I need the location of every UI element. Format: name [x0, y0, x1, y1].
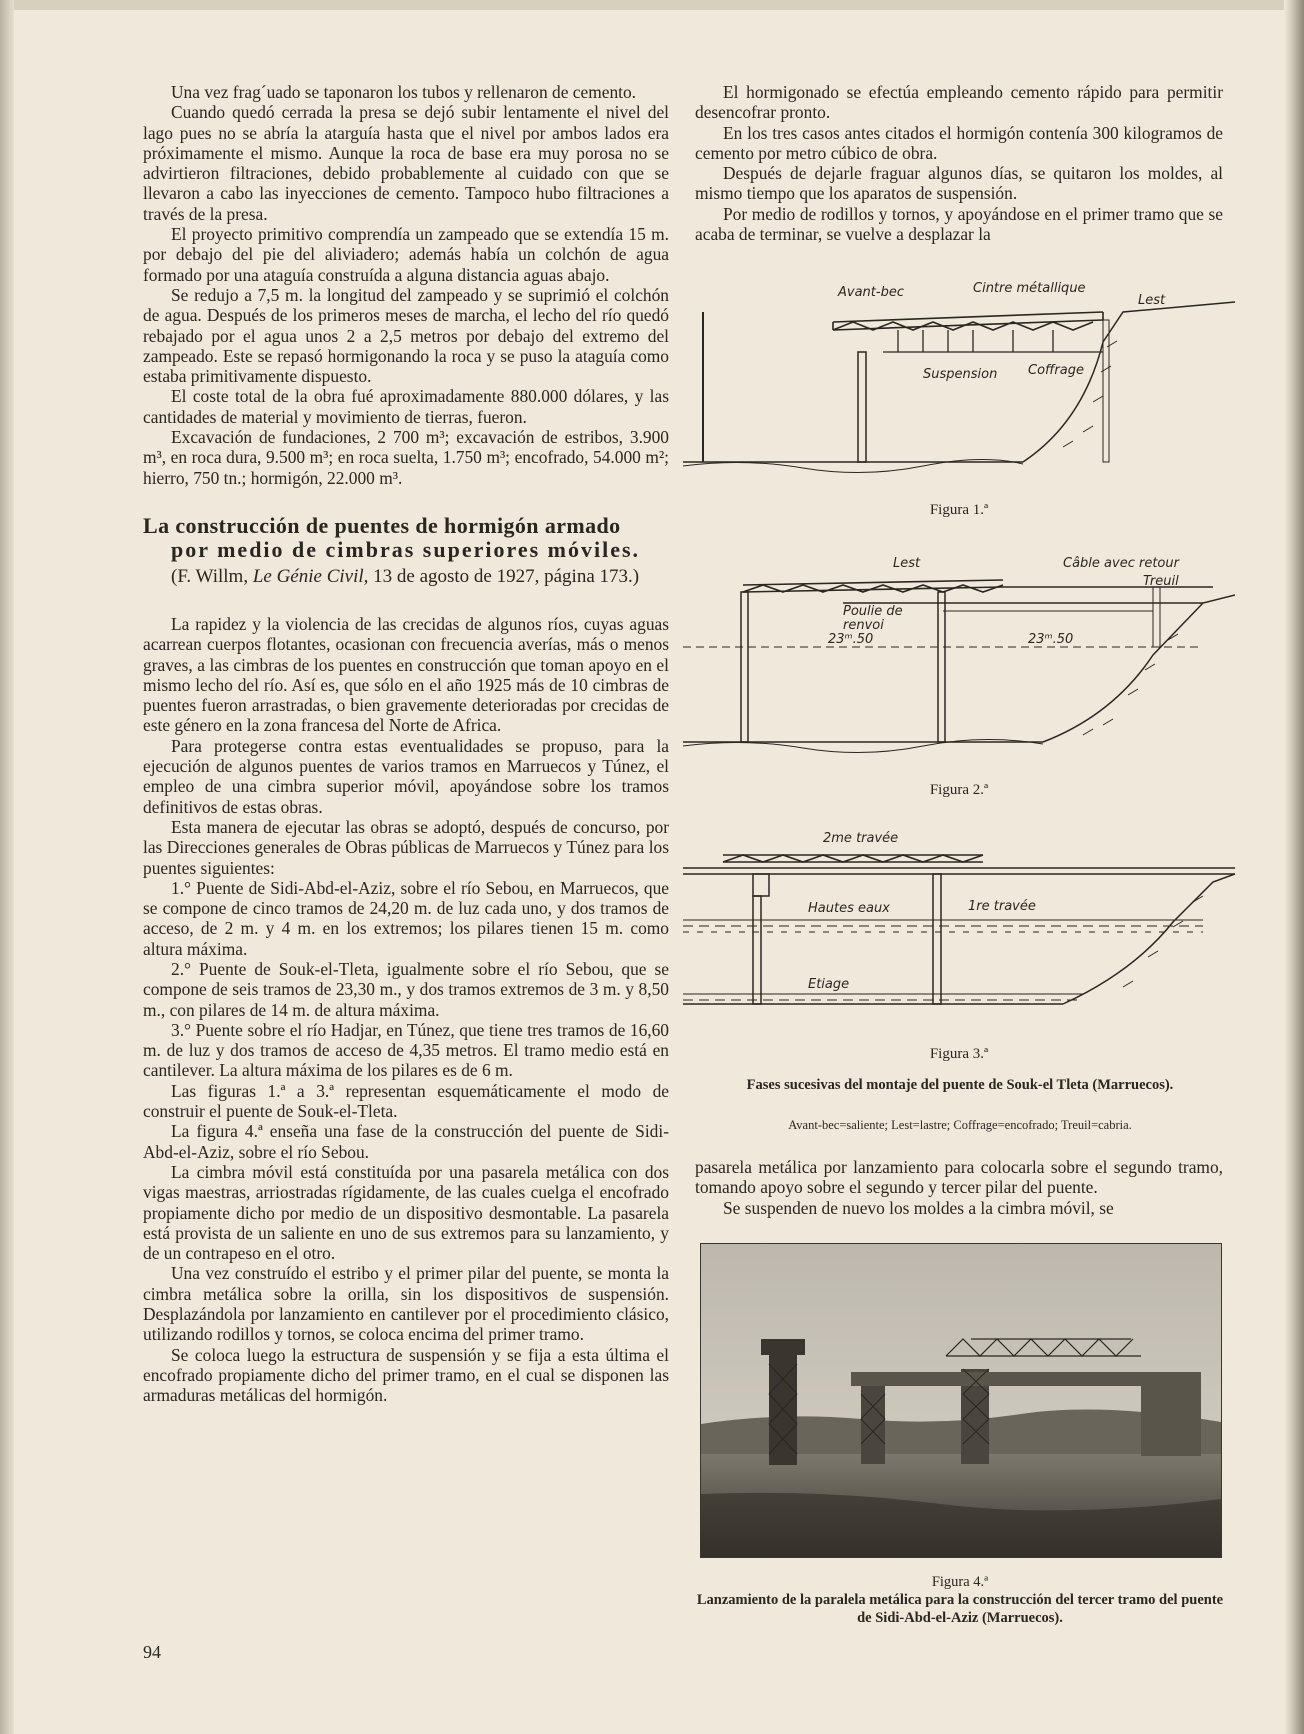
page-top-rule — [0, 0, 1304, 10]
right-column-top — [695, 82, 1223, 244]
paragraph: Las figuras 1.ª a 3.ª representan esquemáticamente el modo de construir el puente de Souk-el-Tleta. — [143, 1080, 669, 1122]
figure-4-number: Figura 4.ª — [931, 1574, 989, 1590]
citation-date: 13 de agosto de 1927, página 173.) — [373, 565, 640, 587]
figure-4-photo — [700, 1243, 1222, 1558]
paragraph: La figura 4.ª enseña una fase de la construcción del puente de Sidi-Abd-el-Aziz, sobre el río Sebou. — [143, 1121, 669, 1162]
figure-2-caption: Figura 2.ª — [929, 782, 989, 798]
label-renvoi: renvoi — [843, 618, 884, 633]
figure-3 — [683, 822, 1235, 1032]
label-first-span: 1re travée — [968, 899, 1036, 914]
paragraph: Esta manera de ejecutar las obras se adoptó, después de concurso, por las Direcciones generales de Obras públicas de Marruecos y Túnez para los puentes siguientes: — [143, 816, 669, 878]
paragraph: En los tres casos antes citados el hormigón contenía 300 kilogramos de cemento por metro cúbico de obra. — [695, 122, 1223, 163]
figure-3-drawing — [683, 822, 1235, 1032]
label-cable-avec-retour: Câble avec retour — [1063, 556, 1179, 571]
article-title-line: La construcción de puentes de hormigón armado — [143, 512, 621, 538]
paragraph: El proyecto primitivo comprendía un zampeado que se extendía 15 m. por debajo del pie del aliviadero; además había un colchón de agua formado por una ataguía construída a alguna distancia aguas abajo. — [143, 224, 669, 285]
label-suspension: Suspension — [923, 367, 998, 382]
figure-4-caption — [690, 1573, 1230, 1627]
label-lest: Lest — [1138, 293, 1166, 308]
article-title-line: por medio de cimbras superiores móviles. — [171, 536, 641, 562]
figure-2 — [683, 545, 1235, 765]
paragraph: La rapidez y la violencia de las crecidas de algunos ríos, cuyas aguas acarrean cuerpos flotantes, ocasionan con frecuencia averías, más o menos graves, a las cimbras de los puentes en construcción que toman apoyo en el mismo lecho del río. Así es, que sólo en el año 1925 más de 10 cimbras de puentes fueron arrastradas, o bien gravemente deterioradas por crecidas de este género en la zona francesa del Norte de Africa. — [143, 613, 669, 736]
label-etiage: Etiage — [808, 977, 850, 992]
paragraph: Cuando quedó cerrada la presa se dejó subir lentamente el nivel del lago pues no se abría la atarguía hasta que el nivel por ambos lados era próximamente el mismo. Aunque la roca de base era muy porosa no se advirtieron filtraciones, debido probablemente al cuidado con que se llevaron a cabo las inyecciones de cemento. Tampoco hubo filtraciones a través de la presa. — [143, 102, 669, 224]
label-coffrage: Coffrage — [1028, 363, 1084, 378]
article-citation — [171, 566, 669, 588]
label-avant-bec: Avant-bec — [838, 285, 904, 300]
figure-2-drawing — [683, 545, 1235, 765]
paragraph: Se redujo a 7,5 m. la longitud del zampeado y se suprimió el colchón de agua. Después de los primeros meses de marcha, el lecho del río quedó rebajado por el agua unos 2 a 2,5 metros por debajo del extremo del zampeado. Este se repasó hormigonando la roca y se puso la ataguía como estaba primitivamente dispuesto. — [143, 284, 669, 387]
paragraph: El hormigonado se efectúa empleando cemento rápido para permitir desencofrar pronto. — [695, 82, 1223, 123]
figure-1-caption: Figura 1.ª — [929, 502, 989, 518]
paragraph: El coste total de la obra fué aproximadamente 880.000 dólares, y las cantidades de material y movimiento de tierras, fueron. — [143, 386, 669, 427]
figures-legend-abbreviations: Avant-bec=saliente; Lest=lastre; Coffrage=encofrado; Treuil=cabria. — [788, 1118, 1132, 1132]
paragraph: Se coloca luego la estructura de suspensión y se fija a esta última el encofrado propiamente dicho del primer tramo, en el cual se disponen las armaduras metálicas del hormigón. — [143, 1344, 669, 1406]
figure-1-drawing — [683, 272, 1235, 482]
paragraph: Después de dejarle fraguar algunos días, se quitaron los moldes, al mismo tiempo que los aparatos de suspensión. — [695, 163, 1223, 204]
label-treuil: Treuil — [1143, 574, 1179, 589]
figure-4-description: Lanzamiento de la paralela metálica para la construcción del tercer tramo del puente de Sidi-Abd-el-Aziz (Marruecos). — [696, 1592, 1224, 1626]
paragraph: Excavación de fundaciones, 2 700 m³; excavación de estribos, 3.900 m³, en roca dura, 9.500 m³; en roca suelta, 1.750 m³; encofrado, 54.000 m²; hierro, 750 tn.; hormigón, 22.000 m³. — [143, 427, 669, 488]
left-column — [143, 82, 669, 1406]
paragraph: La cimbra móvil está constituída por una pasarela metálica con dos vigas maestras, arriostradas rígidamente, de las cuales cuelga el encofrado propiamente dicho por medio de un dispositivo desmontable. La pasarela está provista de un saliente en uno de sus extremos para su lanzamiento, y de un contrapeso en el otro. — [143, 1161, 669, 1264]
figure-1 — [683, 272, 1235, 482]
paragraph: Se suspenden de nuevo los moldes a la cimbra móvil, se — [723, 1197, 1114, 1218]
label-lest: Lest — [893, 556, 921, 571]
figures-legend-title: Fases sucesivas del montaje del puente de Souk-el Tleta (Marruecos). — [746, 1077, 1174, 1093]
bridge-construction-photo — [701, 1244, 1221, 1557]
figure-3-caption: Figura 3.ª — [929, 1046, 989, 1062]
page-gutter-shadow — [0, 0, 14, 1734]
page-number: 94 — [143, 1642, 161, 1662]
label-cintre-metallique: Cintre métallique — [973, 281, 1086, 296]
right-column-bottom — [695, 1157, 1223, 1218]
citation-journal: Le Génie Civil, — [252, 565, 369, 587]
label-span-1: 23ᵐ.50 — [828, 632, 874, 647]
paragraph: Para protegerse contra estas eventualidades se propuso, para la ejecución de algunos puentes de varios tramos en Marruecos y Túnez, el empleo de una cimbra superior móvil, apoyándose sobre los tramos definitivos de estas obras. — [143, 735, 669, 817]
citation-author: (F. Willm, — [171, 565, 249, 587]
paragraph: pasarela metálica por lanzamiento para colocarla sobre el segundo tramo, tomando apoyo sobre el segundo y tercer pilar del puente. — [695, 1157, 1223, 1198]
paragraph: 2.° Puente de Souk-el-Tleta, igualmente sobre el río Sebou, que se compone de seis tramos de 23,30 m., y dos tramos extremos de 3 m. y 8,50 m., con pilares de 14 m. de altura máxima. — [143, 958, 669, 1020]
page-edge-shadow — [1284, 0, 1304, 1734]
paragraph: 1.° Puente de Sidi-Abd-el-Aziz, sobre el río Sebou, en Marruecos, que se compone de cinco tramos de 24,20 m. de luz cada uno, y dos tramos de acceso, de 2 m. y 4 m. en los extremos; los pilares tienen 15 m. como altura máxima. — [143, 877, 669, 959]
paragraph: Una vez construído el estribo y el primer pilar del puente, se monta la cimbra metálica sobre la orilla, sin los dispositivos de suspensión. Desplazándola por lanzamiento en cantilever por el procedimiento clásico, utilizando rodillos y tornos, se coloca encima del primer tramo. — [143, 1263, 669, 1345]
label-span-2: 23ᵐ.50 — [1028, 632, 1074, 647]
label-hautes-eaux: Hautes eaux — [808, 901, 890, 916]
article-title — [143, 514, 669, 562]
label-poulie: Poulie de — [843, 604, 903, 619]
paragraph: 3.° Puente sobre el río Hadjar, en Túnez, que tiene tres tramos de 16,60 m. de luz y dos tramos de acceso de 4,35 metros. El tramo medio está en cantilever. La altura máxima de los pilares es de 6 m. — [143, 1019, 669, 1081]
label-second-span: 2me travée — [823, 831, 899, 846]
paragraph: Una vez frag´uado se taponaron los tubos y rellenaron de cemento. — [171, 82, 637, 102]
paragraph: Por medio de rodillos y tornos, y apoyándose en el primer tramo que se acaba de terminar, se vuelve a desplazar la — [695, 203, 1223, 245]
